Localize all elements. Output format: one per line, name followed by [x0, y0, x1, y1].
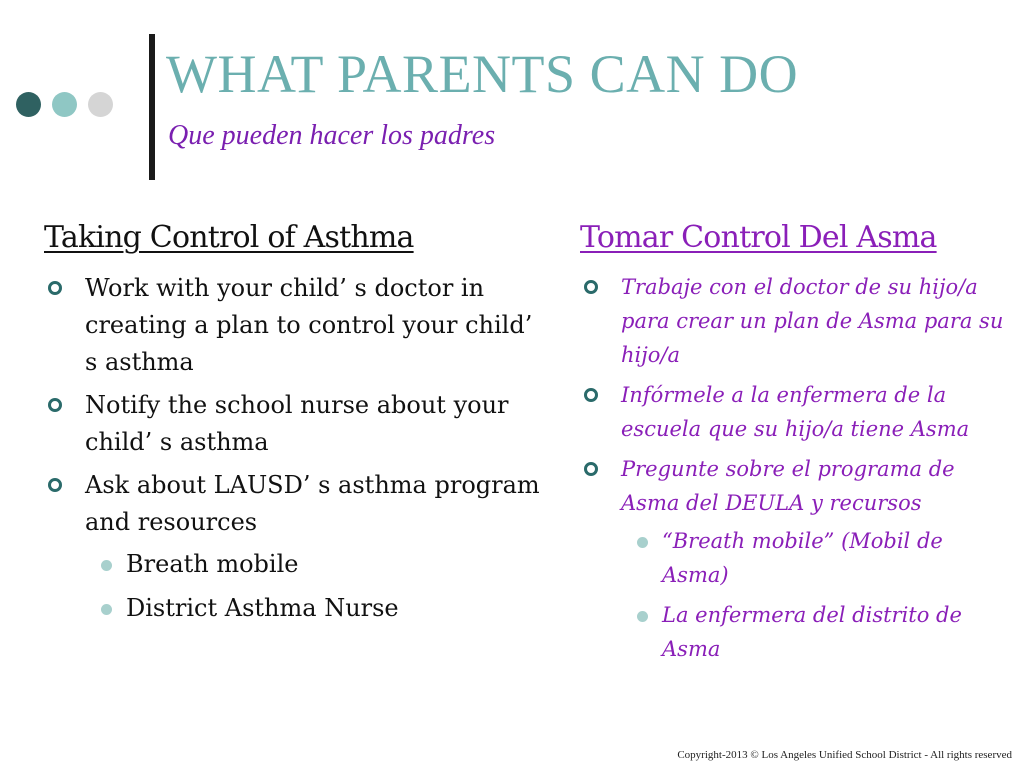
spanish-bullet-list	[580, 270, 1010, 666]
english-bullet-list	[44, 270, 544, 627]
title-divider	[149, 34, 155, 180]
list-item	[85, 545, 544, 583]
bullet-ring-icon	[584, 280, 598, 294]
list-item	[621, 524, 1010, 592]
bullet-ring-icon	[584, 462, 598, 476]
slide-subtitle: Que pueden hacer los padres	[168, 120, 496, 151]
bullet-ring-icon	[48, 281, 62, 295]
bullet-ring-icon	[48, 478, 62, 492]
list-item	[621, 598, 1010, 666]
slide-title: WHAT PARENTS CAN DO	[166, 44, 799, 104]
sub-bullet-list	[621, 524, 1010, 666]
sub-bullet-text: District Asthma Nurse	[126, 594, 399, 622]
sub-bullet-dot-icon	[101, 604, 112, 615]
sub-bullet-list	[85, 545, 544, 627]
sub-bullet-dot-icon	[637, 611, 648, 622]
sub-bullet-dot-icon	[637, 537, 648, 548]
decorative-dots	[16, 92, 113, 117]
dot-dark-icon	[16, 92, 41, 117]
dot-gray-icon	[88, 92, 113, 117]
sub-bullet-text: Breath mobile	[126, 550, 299, 578]
english-column	[44, 218, 544, 633]
sub-bullet-text: “Breath mobile” (Mobil de Asma)	[662, 529, 943, 587]
list-item	[580, 452, 1010, 666]
bullet-text: Work with your child’ s doctor in creating a plan to control your child’ s asthma	[85, 274, 533, 376]
list-item	[44, 467, 544, 627]
sub-bullet-dot-icon	[101, 560, 112, 571]
spanish-column	[580, 218, 1010, 672]
list-item	[85, 589, 544, 627]
english-heading: Taking Control of Asthma	[44, 220, 414, 255]
copyright-footer: Copyright-2013 © Los Angeles Unified School District - All rights reserved	[677, 749, 1012, 761]
sub-bullet-text: La enfermera del distrito de Asma	[662, 603, 962, 661]
spanish-heading: Tomar Control Del Asma	[580, 220, 937, 255]
bullet-ring-icon	[584, 388, 598, 402]
dot-teal-icon	[52, 92, 77, 117]
list-item	[44, 387, 544, 461]
bullet-text: Ask about LAUSD’ s asthma program and resources	[85, 471, 540, 536]
bullet-text: Infórmele a la enfermera de la escuela que su hijo/a tiene Asma	[621, 383, 970, 441]
bullet-text: Notify the school nurse about your child’ s asthma	[85, 391, 509, 456]
bullet-ring-icon	[48, 398, 62, 412]
list-item	[44, 270, 544, 381]
bullet-text: Pregunte sobre el programa de Asma del DEULA y recursos	[621, 457, 955, 515]
bullet-text: Trabaje con el doctor de su hijo/a para crear un plan de Asma para su hijo/a	[621, 275, 1004, 367]
list-item	[580, 270, 1010, 372]
list-item	[580, 378, 1010, 446]
